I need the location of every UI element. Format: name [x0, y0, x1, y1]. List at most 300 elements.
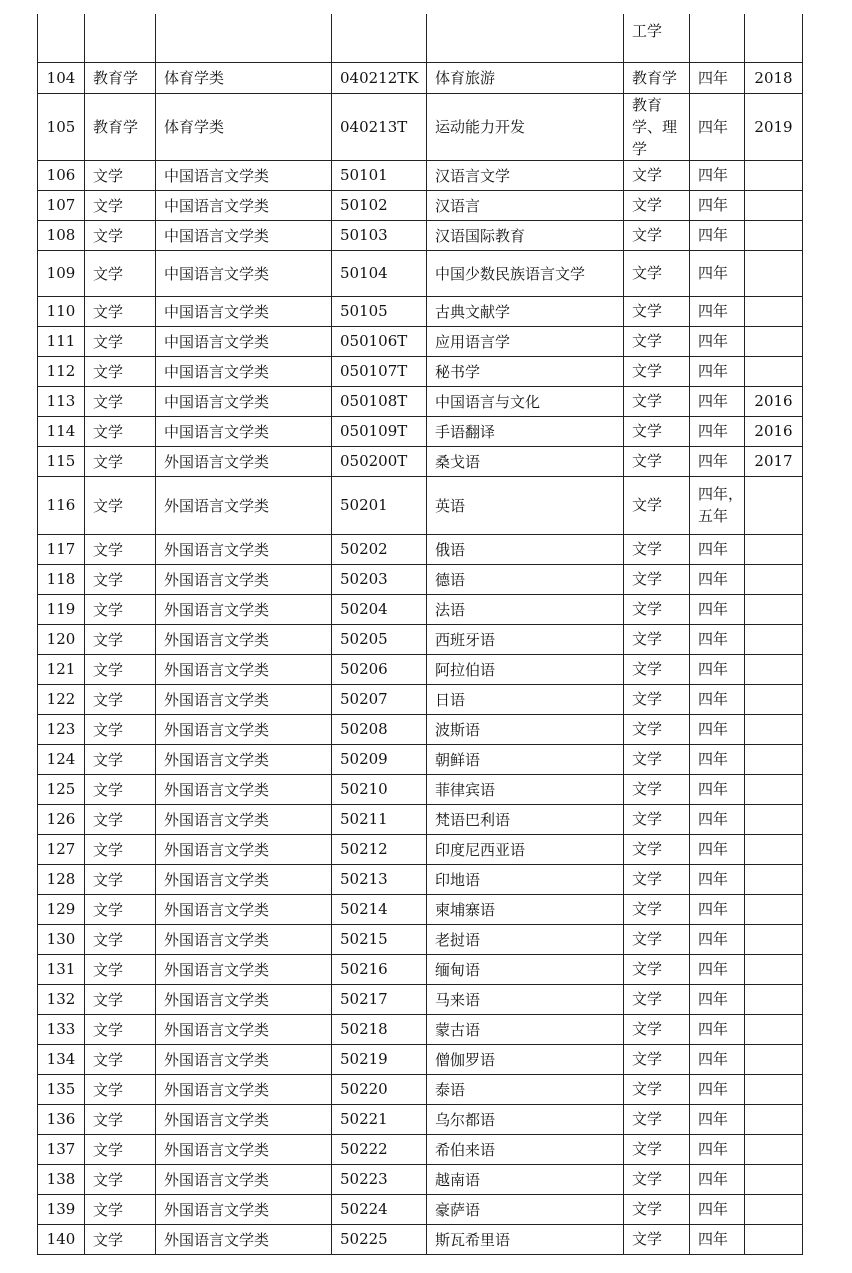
major-class-cell: 外国语言文学类 [156, 1134, 332, 1164]
row-number: 129 [38, 894, 85, 924]
table-row [38, 804, 803, 834]
major-class-cell: 中国语言文学类 [156, 190, 332, 220]
degree-cell: 文学 [624, 834, 690, 864]
major-class-cell: 外国语言文学类 [156, 1044, 332, 1074]
degree-cell: 文学 [624, 220, 690, 250]
row-number: 121 [38, 654, 85, 684]
table-row [38, 894, 803, 924]
duration-cell: 四年 [690, 296, 745, 326]
duration-cell: 四年 [690, 1044, 745, 1074]
major-class-cell: 外国语言文学类 [156, 744, 332, 774]
row-number: 138 [38, 1164, 85, 1194]
discipline-cell: 文学 [85, 1044, 156, 1074]
major-code-cell: 50209 [332, 744, 427, 774]
year-added-cell [745, 356, 803, 386]
discipline-cell: 文学 [85, 744, 156, 774]
major-code-cell: 50212 [332, 834, 427, 864]
discipline-cell: 文学 [85, 416, 156, 446]
degree-cell: 文学 [624, 744, 690, 774]
year-added-cell: 2019 [745, 93, 803, 160]
duration-cell: 四年 [690, 534, 745, 564]
degree-cell: 文学 [624, 654, 690, 684]
year-added-cell: 2016 [745, 416, 803, 446]
discipline-cell: 文学 [85, 296, 156, 326]
major-name-cell: 手语翻译 [427, 416, 624, 446]
degree-cell: 文学 [624, 564, 690, 594]
degree-cell: 文学 [624, 326, 690, 356]
table-row [38, 220, 803, 250]
major-name-cell: 汉语言 [427, 190, 624, 220]
year-added-cell [745, 534, 803, 564]
year-added-cell [745, 1134, 803, 1164]
degree-cell: 文学 [624, 1074, 690, 1104]
major-name-cell: 柬埔寨语 [427, 894, 624, 924]
row-number: 118 [38, 564, 85, 594]
duration-cell: 四年 [690, 446, 745, 476]
major-code-cell: 50208 [332, 714, 427, 744]
degree-cell: 文学 [624, 1224, 690, 1254]
table-row [38, 250, 803, 296]
degree-cell: 文学 [624, 1194, 690, 1224]
major-name-cell: 豪萨语 [427, 1194, 624, 1224]
major-code-cell: 50225 [332, 1224, 427, 1254]
degree-cell: 文学 [624, 984, 690, 1014]
duration-cell: 四年，五年 [690, 476, 745, 534]
table-row [38, 564, 803, 594]
discipline-cell [85, 14, 156, 62]
duration-cell: 四年 [690, 220, 745, 250]
majors-table [37, 14, 803, 1255]
discipline-cell: 文学 [85, 446, 156, 476]
row-number [38, 14, 85, 62]
discipline-cell: 文学 [85, 1074, 156, 1104]
degree-cell: 文学 [624, 1014, 690, 1044]
major-class-cell: 中国语言文学类 [156, 416, 332, 446]
major-name-cell: 阿拉伯语 [427, 654, 624, 684]
year-added-cell [745, 1104, 803, 1134]
major-code-cell: 50210 [332, 774, 427, 804]
year-added-cell [745, 804, 803, 834]
major-class-cell: 外国语言文学类 [156, 774, 332, 804]
degree-cell: 文学 [624, 594, 690, 624]
major-code-cell: 50205 [332, 624, 427, 654]
discipline-cell: 文学 [85, 714, 156, 744]
row-number: 117 [38, 534, 85, 564]
duration-cell: 四年 [690, 654, 745, 684]
table-row [38, 160, 803, 190]
table-row [38, 62, 803, 93]
year-added-cell [745, 476, 803, 534]
row-number: 111 [38, 326, 85, 356]
year-added-cell [745, 1194, 803, 1224]
major-name-cell: 中国语言与文化 [427, 386, 624, 416]
discipline-cell: 文学 [85, 924, 156, 954]
degree-cell: 文学 [624, 804, 690, 834]
duration-cell: 四年 [690, 624, 745, 654]
degree-cell: 文学 [624, 894, 690, 924]
row-number: 131 [38, 954, 85, 984]
duration-cell: 四年 [690, 954, 745, 984]
major-class-cell: 外国语言文学类 [156, 1014, 332, 1044]
table-row [38, 476, 803, 534]
year-added-cell [745, 984, 803, 1014]
major-name-cell: 马来语 [427, 984, 624, 1014]
major-code-cell: 050200T [332, 446, 427, 476]
major-name-cell: 越南语 [427, 1164, 624, 1194]
degree-cell: 文学 [624, 1104, 690, 1134]
major-class-cell: 外国语言文学类 [156, 834, 332, 864]
table-row [38, 774, 803, 804]
major-name-cell: 老挝语 [427, 924, 624, 954]
discipline-cell: 文学 [85, 326, 156, 356]
table-row [38, 984, 803, 1014]
year-added-cell [745, 594, 803, 624]
major-code-cell: 50216 [332, 954, 427, 984]
table-row [38, 714, 803, 744]
table-row [38, 356, 803, 386]
major-code-cell: 50218 [332, 1014, 427, 1044]
row-number: 130 [38, 924, 85, 954]
degree-cell: 文学 [624, 386, 690, 416]
major-class-cell: 外国语言文学类 [156, 684, 332, 714]
year-added-cell [745, 924, 803, 954]
major-code-cell: 50206 [332, 654, 427, 684]
major-code-cell: 50103 [332, 220, 427, 250]
year-added-cell [745, 220, 803, 250]
row-number: 135 [38, 1074, 85, 1104]
row-number: 108 [38, 220, 85, 250]
major-name-cell: 乌尔都语 [427, 1104, 624, 1134]
major-code-cell: 50220 [332, 1074, 427, 1104]
major-class-cell: 外国语言文学类 [156, 654, 332, 684]
degree-cell: 文学 [624, 714, 690, 744]
major-code-cell: 50219 [332, 1044, 427, 1074]
major-name-cell: 日语 [427, 684, 624, 714]
table-row [38, 190, 803, 220]
major-class-cell: 外国语言文学类 [156, 1104, 332, 1134]
year-added-cell [745, 250, 803, 296]
major-class-cell: 外国语言文学类 [156, 714, 332, 744]
duration-cell: 四年 [690, 1194, 745, 1224]
discipline-cell: 文学 [85, 250, 156, 296]
major-class-cell: 外国语言文学类 [156, 446, 332, 476]
year-added-cell [745, 160, 803, 190]
watermark [630, 1238, 815, 1260]
duration-cell: 四年 [690, 804, 745, 834]
major-class-cell: 体育学类 [156, 93, 332, 160]
year-added-cell [745, 1014, 803, 1044]
table-row [38, 1014, 803, 1044]
row-number: 107 [38, 190, 85, 220]
table-row [38, 744, 803, 774]
discipline-cell: 文学 [85, 1134, 156, 1164]
degree-cell: 文学 [624, 476, 690, 534]
major-name-cell: 中国少数民族语言文学 [427, 250, 624, 296]
table-row [38, 1104, 803, 1134]
duration-cell: 四年 [690, 1074, 745, 1104]
table-row [38, 834, 803, 864]
table-row [38, 386, 803, 416]
discipline-cell: 文学 [85, 564, 156, 594]
table-row [38, 624, 803, 654]
duration-cell: 四年 [690, 894, 745, 924]
major-code-cell: 50223 [332, 1164, 427, 1194]
row-number: 126 [38, 804, 85, 834]
discipline-cell: 文学 [85, 356, 156, 386]
major-code-cell: 040212TK [332, 62, 427, 93]
discipline-cell: 文学 [85, 190, 156, 220]
year-added-cell [745, 1074, 803, 1104]
duration-cell: 四年 [690, 326, 745, 356]
table-row [38, 1194, 803, 1224]
major-class-cell: 外国语言文学类 [156, 984, 332, 1014]
major-code-cell: 50101 [332, 160, 427, 190]
major-name-cell [427, 14, 624, 62]
degree-cell: 文学 [624, 296, 690, 326]
major-name-cell: 斯瓦希里语 [427, 1224, 624, 1254]
year-added-cell [745, 954, 803, 984]
row-number: 114 [38, 416, 85, 446]
duration-cell: 四年 [690, 774, 745, 804]
major-code-cell: 50207 [332, 684, 427, 714]
major-name-cell: 古典文献学 [427, 296, 624, 326]
major-class-cell: 外国语言文学类 [156, 1194, 332, 1224]
duration-cell: 四年 [690, 1104, 745, 1134]
discipline-cell: 文学 [85, 684, 156, 714]
year-added-cell [745, 296, 803, 326]
row-number: 125 [38, 774, 85, 804]
major-name-cell: 僧伽罗语 [427, 1044, 624, 1074]
duration-cell [690, 14, 745, 62]
row-number: 120 [38, 624, 85, 654]
major-class-cell: 外国语言文学类 [156, 1074, 332, 1104]
major-name-cell: 秘书学 [427, 356, 624, 386]
discipline-cell: 文学 [85, 774, 156, 804]
major-class-cell: 中国语言文学类 [156, 356, 332, 386]
major-name-cell: 波斯语 [427, 714, 624, 744]
duration-cell: 四年 [690, 416, 745, 446]
row-number: 104 [38, 62, 85, 93]
table-row [38, 864, 803, 894]
table-row [38, 954, 803, 984]
major-name-cell: 桑戈语 [427, 446, 624, 476]
major-class-cell: 中国语言文学类 [156, 296, 332, 326]
major-code-cell: 50217 [332, 984, 427, 1014]
year-added-cell [745, 564, 803, 594]
degree-cell: 文学 [624, 1134, 690, 1164]
major-class-cell: 外国语言文学类 [156, 864, 332, 894]
degree-cell: 文学 [624, 624, 690, 654]
discipline-cell: 文学 [85, 386, 156, 416]
year-added-cell: 2018 [745, 62, 803, 93]
major-name-cell: 印度尼西亚语 [427, 834, 624, 864]
major-code-cell: 050107T [332, 356, 427, 386]
major-name-cell: 俄语 [427, 534, 624, 564]
discipline-cell: 文学 [85, 654, 156, 684]
year-added-cell [745, 654, 803, 684]
major-code-cell: 50221 [332, 1104, 427, 1134]
discipline-cell: 文学 [85, 534, 156, 564]
table-row [38, 594, 803, 624]
degree-cell: 文学 [624, 446, 690, 476]
duration-cell: 四年 [690, 714, 745, 744]
duration-cell: 四年 [690, 1224, 745, 1254]
major-class-cell: 外国语言文学类 [156, 534, 332, 564]
discipline-cell: 文学 [85, 954, 156, 984]
discipline-cell: 文学 [85, 1014, 156, 1044]
discipline-cell: 文学 [85, 834, 156, 864]
major-code-cell [332, 14, 427, 62]
major-class-cell: 外国语言文学类 [156, 624, 332, 654]
table-row [38, 654, 803, 684]
major-code-cell: 50211 [332, 804, 427, 834]
duration-cell: 四年 [690, 1134, 745, 1164]
major-code-cell: 50222 [332, 1134, 427, 1164]
major-class-cell: 中国语言文学类 [156, 250, 332, 296]
major-name-cell: 梵语巴利语 [427, 804, 624, 834]
duration-cell: 四年 [690, 864, 745, 894]
table-row [38, 1074, 803, 1104]
row-number: 122 [38, 684, 85, 714]
table-row [38, 534, 803, 564]
discipline-cell: 教育学 [85, 93, 156, 160]
major-class-cell [156, 14, 332, 62]
table-row [38, 1164, 803, 1194]
year-added-cell [745, 326, 803, 356]
major-name-cell: 法语 [427, 594, 624, 624]
row-number: 132 [38, 984, 85, 1014]
year-added-cell [745, 190, 803, 220]
discipline-cell: 文学 [85, 624, 156, 654]
major-name-cell: 德语 [427, 564, 624, 594]
discipline-cell: 文学 [85, 1104, 156, 1134]
major-name-cell: 朝鲜语 [427, 744, 624, 774]
discipline-cell: 文学 [85, 220, 156, 250]
major-name-cell: 希伯来语 [427, 1134, 624, 1164]
major-class-cell: 外国语言文学类 [156, 954, 332, 984]
row-number: 116 [38, 476, 85, 534]
major-name-cell: 汉语国际教育 [427, 220, 624, 250]
year-added-cell [745, 684, 803, 714]
discipline-cell: 文学 [85, 1164, 156, 1194]
degree-cell: 文学 [624, 250, 690, 296]
major-code-cell: 50104 [332, 250, 427, 296]
row-number: 136 [38, 1104, 85, 1134]
table-row [38, 416, 803, 446]
duration-cell: 四年 [690, 160, 745, 190]
degree-cell: 文学 [624, 954, 690, 984]
row-number: 113 [38, 386, 85, 416]
year-added-cell: 2016 [745, 386, 803, 416]
row-number: 105 [38, 93, 85, 160]
major-class-cell: 中国语言文学类 [156, 160, 332, 190]
major-code-cell: 50102 [332, 190, 427, 220]
year-added-cell [745, 894, 803, 924]
major-class-cell: 外国语言文学类 [156, 804, 332, 834]
major-class-cell: 中国语言文学类 [156, 220, 332, 250]
duration-cell: 四年 [690, 386, 745, 416]
row-number: 109 [38, 250, 85, 296]
major-name-cell: 缅甸语 [427, 954, 624, 984]
major-code-cell: 50214 [332, 894, 427, 924]
discipline-cell: 文学 [85, 804, 156, 834]
major-class-cell: 外国语言文学类 [156, 1224, 332, 1254]
major-code-cell: 50204 [332, 594, 427, 624]
row-number: 139 [38, 1194, 85, 1224]
major-code-cell: 50201 [332, 476, 427, 534]
major-code-cell: 50105 [332, 296, 427, 326]
major-class-cell: 中国语言文学类 [156, 326, 332, 356]
degree-cell: 工学 [624, 14, 690, 62]
duration-cell: 四年 [690, 594, 745, 624]
year-added-cell [745, 774, 803, 804]
degree-cell: 文学 [624, 1164, 690, 1194]
row-number: 137 [38, 1134, 85, 1164]
major-name-cell: 菲律宾语 [427, 774, 624, 804]
discipline-cell: 文学 [85, 160, 156, 190]
row-number: 112 [38, 356, 85, 386]
major-name-cell: 英语 [427, 476, 624, 534]
major-name-cell: 西班牙语 [427, 624, 624, 654]
duration-cell: 四年 [690, 684, 745, 714]
duration-cell: 四年 [690, 93, 745, 160]
row-number: 133 [38, 1014, 85, 1044]
major-class-cell: 外国语言文学类 [156, 476, 332, 534]
table-row [38, 1134, 803, 1164]
duration-cell: 四年 [690, 984, 745, 1014]
major-name-cell: 应用语言学 [427, 326, 624, 356]
major-code-cell: 50213 [332, 864, 427, 894]
major-code-cell: 50202 [332, 534, 427, 564]
major-name-cell: 印地语 [427, 864, 624, 894]
discipline-cell: 文学 [85, 864, 156, 894]
row-number: 123 [38, 714, 85, 744]
major-class-cell: 中国语言文学类 [156, 386, 332, 416]
discipline-cell: 文学 [85, 1224, 156, 1254]
degree-cell: 文学 [624, 160, 690, 190]
row-number: 124 [38, 744, 85, 774]
degree-cell: 文学 [624, 1044, 690, 1074]
degree-cell: 文学 [624, 416, 690, 446]
degree-cell: 文学 [624, 190, 690, 220]
duration-cell: 四年 [690, 834, 745, 864]
major-class-cell: 外国语言文学类 [156, 594, 332, 624]
major-code-cell: 050109T [332, 416, 427, 446]
duration-cell: 四年 [690, 924, 745, 954]
discipline-cell: 文学 [85, 594, 156, 624]
duration-cell: 四年 [690, 744, 745, 774]
degree-cell: 文学 [624, 864, 690, 894]
row-number: 119 [38, 594, 85, 624]
major-name-cell: 蒙古语 [427, 1014, 624, 1044]
major-code-cell: 050106T [332, 326, 427, 356]
degree-cell: 文学 [624, 356, 690, 386]
discipline-cell: 文学 [85, 894, 156, 924]
row-number: 134 [38, 1044, 85, 1074]
duration-cell: 四年 [690, 190, 745, 220]
major-code-cell: 50203 [332, 564, 427, 594]
table-row [38, 684, 803, 714]
year-added-cell [745, 864, 803, 894]
major-class-cell: 体育学类 [156, 62, 332, 93]
row-number: 140 [38, 1224, 85, 1254]
major-name-cell: 汉语言文学 [427, 160, 624, 190]
year-added-cell [745, 1164, 803, 1194]
discipline-cell: 文学 [85, 984, 156, 1014]
row-number: 110 [38, 296, 85, 326]
duration-cell: 四年 [690, 356, 745, 386]
year-added-cell [745, 14, 803, 62]
